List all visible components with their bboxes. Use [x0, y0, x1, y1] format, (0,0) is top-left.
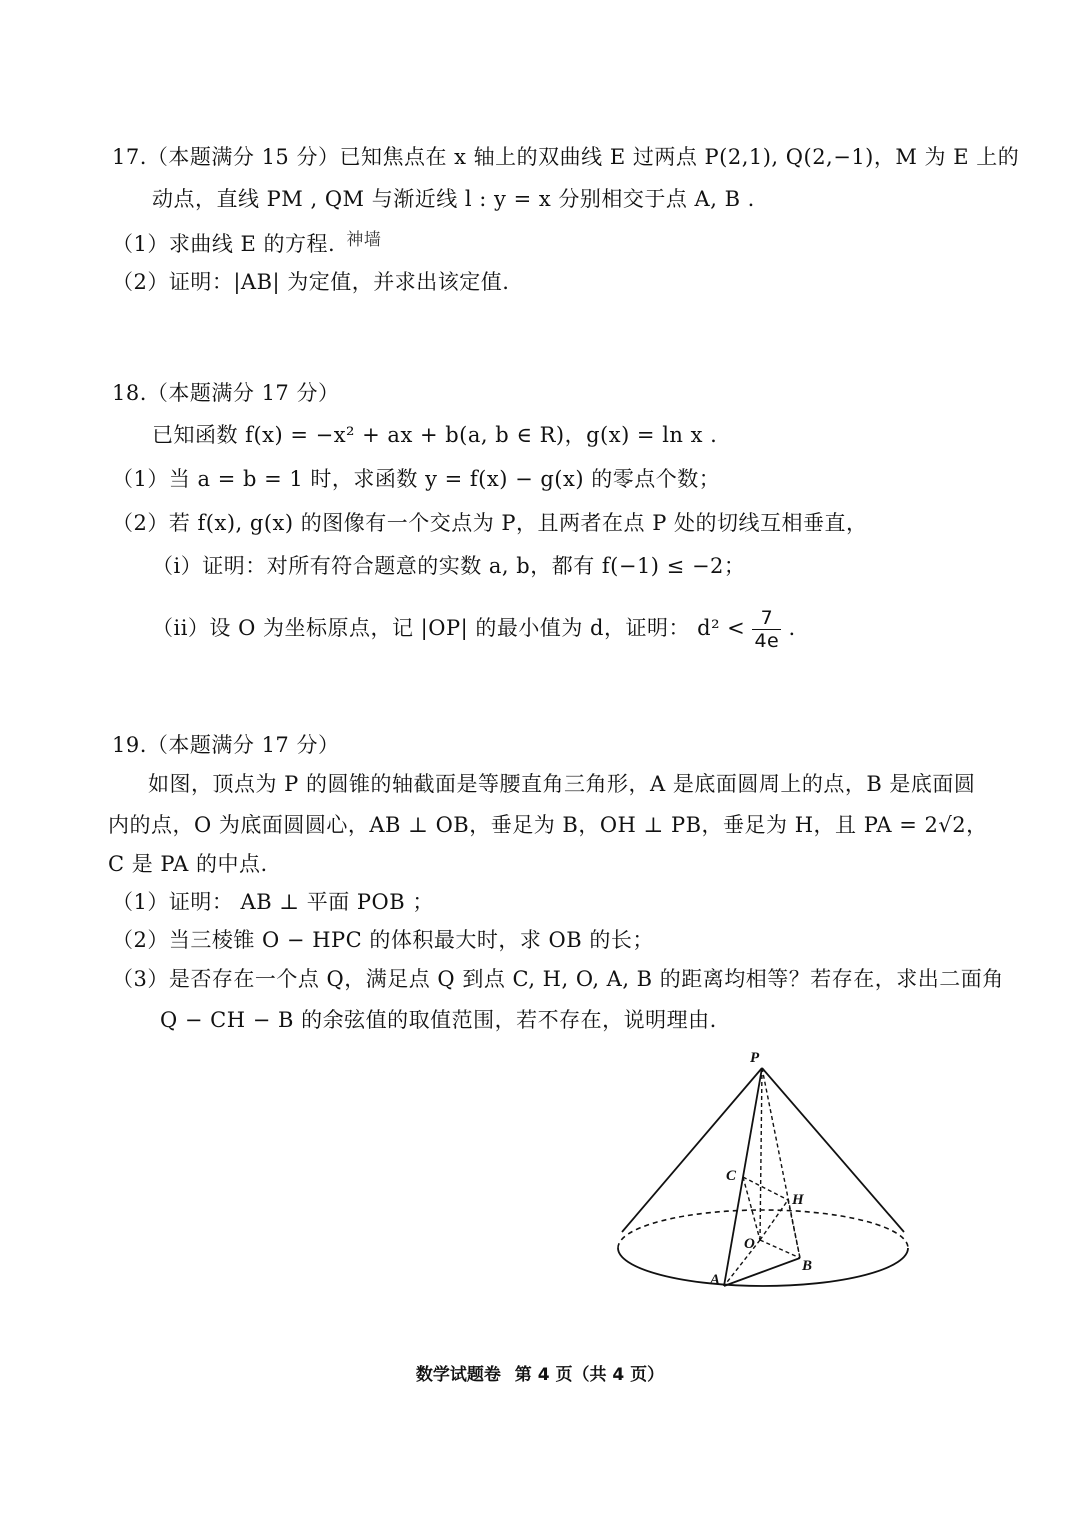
segment-CO	[743, 1177, 760, 1240]
q17-part-2: （2）证明：|AB| 为定值，并求出该定值.	[112, 270, 510, 294]
q17-line-2: 动点，直线 PM , QM 与渐近线 l : y = x 分别相交于点 A, B .	[152, 187, 755, 211]
q19-line-3: C 是 PA 的中点.	[108, 852, 268, 876]
q18-sub-ii-end: .	[788, 616, 796, 640]
segment-CH	[743, 1177, 788, 1200]
q19-part-2: （2）当三棱锥 O − HPC 的体积最大时，求 OB 的长；	[112, 928, 654, 952]
label-B: B	[802, 1258, 813, 1274]
segment-AB	[724, 1258, 800, 1286]
fraction-denominator: 4e	[754, 630, 780, 652]
label-A: A	[710, 1272, 721, 1288]
segment-PO	[760, 1068, 762, 1240]
label-O: O	[744, 1236, 755, 1252]
cone-base-front-arc	[618, 1248, 908, 1286]
handwritten-note: 神墙	[346, 230, 382, 250]
segment-OB	[760, 1240, 800, 1258]
cone-figure	[600, 1040, 930, 1310]
q17-part-1-text: （1）求曲线 E 的方程.	[112, 232, 336, 256]
segment-HB	[788, 1200, 800, 1258]
q18-part-1: （1）当 a = b = 1 时，求函数 y = f(x) − g(x) 的零点个数；	[112, 467, 721, 491]
label-P: P	[750, 1050, 760, 1066]
footer-title: 数学试题卷	[415, 1365, 501, 1385]
fraction-7-over-4e	[752, 607, 781, 652]
fraction-numerator: 7	[752, 607, 781, 630]
label-C: C	[726, 1168, 737, 1184]
cone-right-slant	[762, 1068, 904, 1232]
q17-part-1	[112, 225, 381, 259]
q18-sub-ii-text: （ii）设 O 为坐标原点，记 |OP| 的最小值为 d，证明： d² <	[152, 616, 746, 640]
q19-part-3-cont: Q − CH − B 的余弦值的取值范围，若不存在，说明理由.	[160, 1008, 717, 1032]
cone-base-back-arc	[618, 1210, 908, 1248]
q18-sub-ii	[152, 607, 796, 652]
footer-page-number: 第 4 页（共 4 页）	[514, 1365, 665, 1385]
segment-OH	[760, 1200, 788, 1240]
label-H: H	[792, 1192, 804, 1208]
q18-sub-i: （i）证明：对所有符合题意的实数 a, b，都有 f(−1) ≤ −2；	[152, 554, 746, 578]
q17-line-1: 17.（本题满分 15 分）已知焦点在 x 轴上的双曲线 E 过两点 P(2,1), Q(2,−1)，M 为 E 上的	[112, 145, 1020, 169]
q18-part-2: （2）若 f(x), g(x) 的图像有一个交点为 P，且两者在点 P 处的切线互相垂直，	[112, 511, 868, 535]
q19-line-1: 如图，顶点为 P 的圆锥的轴截面是等腰直角三角形，A 是底面圆周上的点，B 是底面圆	[148, 772, 976, 796]
q19-part-1: （1）证明： AB ⊥ 平面 POB ；	[112, 890, 434, 914]
cone-diagram	[600, 1040, 930, 1310]
q18-header: 18.（本题满分 17 分）	[112, 381, 340, 405]
q18-intro: 已知函数 f(x) = −x² + ax + b(a, b ∈ R)，g(x) = ln x .	[152, 423, 718, 447]
q19-header: 19.（本题满分 17 分）	[112, 733, 340, 757]
cone-left-slant	[622, 1068, 762, 1232]
q19-part-3: （3）是否存在一个点 Q，满足点 Q 到点 C, H, O, A, B 的距离均相等？若存在，求出二面角	[112, 967, 1004, 991]
q19-line-2: 内的点，O 为底面圆圆心，AB ⊥ OB，垂足为 B，OH ⊥ PB，垂足为 H，且 PA = 2√2，	[108, 813, 988, 837]
page-footer	[0, 1360, 1080, 1385]
